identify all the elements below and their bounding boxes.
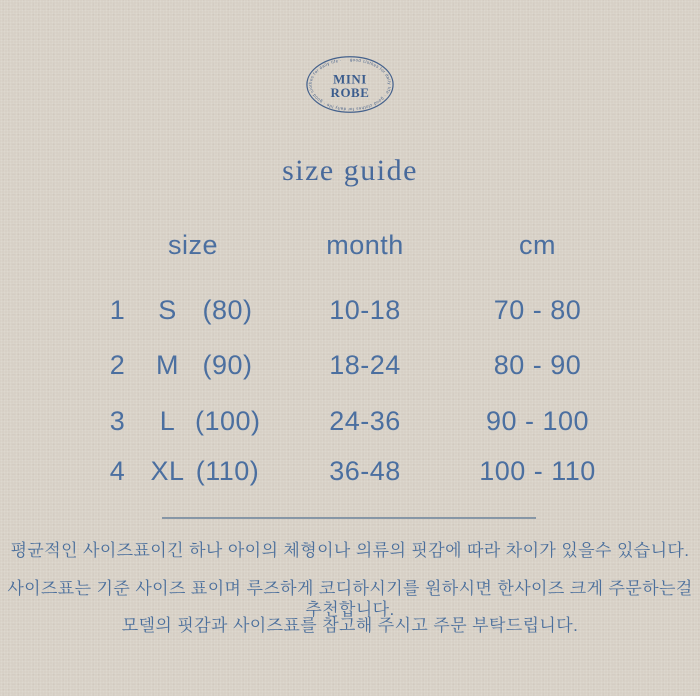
size-letter: L: [159, 406, 176, 436]
brand-logo: [302, 51, 398, 123]
logo-ring-text: good clothes for daily life · good clothes for daily life · good clothes for daily life ·: [307, 57, 393, 112]
size-letter: S: [158, 295, 177, 325]
size-cm-label: (100): [195, 406, 261, 436]
month-range: 24-36: [329, 406, 401, 436]
size-note: 모델의 핏감과 사이즈표를 참고해 주시고 주문 부탁드립니다.: [121, 616, 579, 635]
cm-range: 80 - 90: [493, 350, 582, 380]
table-row: [0, 293, 700, 327]
size-cm-label: (110): [195, 456, 260, 486]
month-range: 10-18: [329, 295, 401, 325]
page-title: size guide: [282, 154, 418, 187]
size-note: 평균적인 사이즈표이긴 하나 아이의 체형이나 의류의 핏감에 따라 차이가 있을수 있습니다.: [10, 541, 690, 560]
column-header-month: month: [326, 230, 404, 260]
table-row: [0, 454, 700, 488]
month-range: 18-24: [329, 350, 401, 380]
row-index: 1: [109, 295, 126, 325]
column-header-cm: cm: [519, 230, 556, 260]
brand-stamp-icon: [302, 51, 398, 118]
table-row: [0, 348, 700, 382]
divider-line: [162, 517, 536, 519]
month-range: 36-48: [329, 456, 401, 486]
row-index: 4: [109, 456, 126, 486]
size-cm-label: (80): [202, 295, 253, 325]
table-row: [0, 404, 700, 438]
row-index: 3: [109, 406, 126, 436]
logo-word-mini: MINI: [333, 71, 367, 87]
logo-word-robe: ROBE: [330, 84, 370, 100]
cm-range: 90 - 100: [485, 406, 590, 436]
row-index: 2: [109, 350, 126, 380]
column-header-size: size: [167, 230, 218, 260]
size-cm-label: (90): [202, 350, 253, 380]
cm-range: 100 - 110: [479, 456, 596, 486]
table-header-row: [0, 228, 700, 262]
size-letter: M: [156, 350, 179, 380]
size-note: 사이즈표는 기준 사이즈 표이며 루즈하게 코디하시기를 원하시면 한사이즈 크게 주문하는걸 추천합니다.: [7, 579, 693, 619]
size-letter: XL: [150, 456, 185, 486]
cm-range: 70 - 80: [493, 295, 582, 325]
